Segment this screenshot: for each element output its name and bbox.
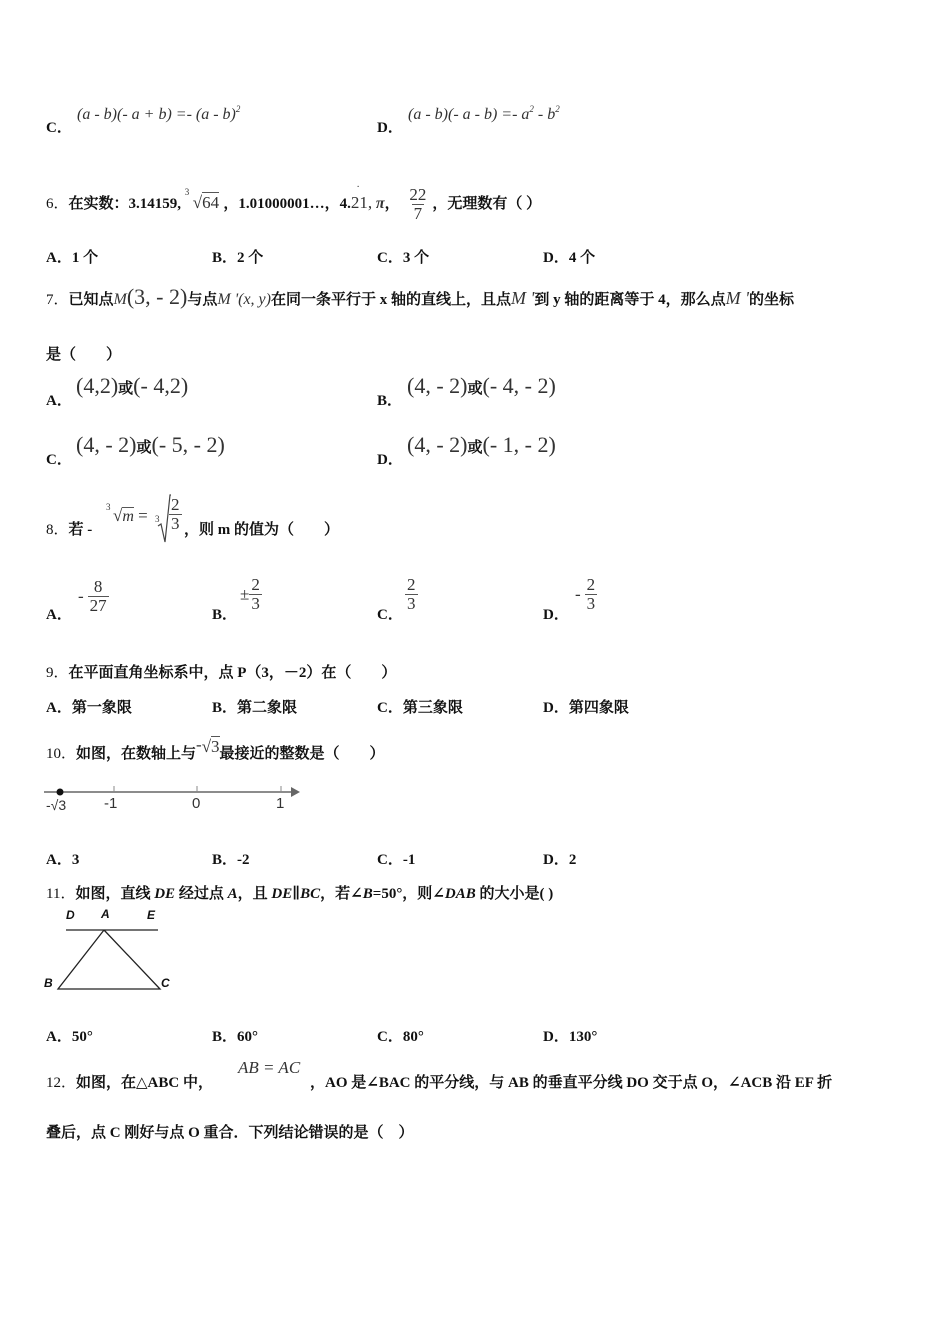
question-number: 8．: [46, 522, 69, 538]
axis-label-0: 0: [192, 795, 201, 812]
repeating-decimal: . 21: [350, 178, 368, 212]
q12-equation: AB = AC: [238, 1058, 301, 1077]
q11-option-b: B．60°: [212, 1029, 259, 1045]
q12-question-line1-tail: ，AO 是∠BAC 的平分线，与 AB 的垂直平分线 DO 交于点 O，∠ACB 沿 EF 折: [310, 1075, 833, 1091]
q8-question: 8．若 -: [46, 522, 93, 538]
q6-option-c: C．3 个: [377, 250, 430, 266]
q5-option-c-label: C．: [46, 120, 72, 136]
q7-question-line2: 是（ ）: [46, 347, 122, 363]
axis-label-1: 1: [276, 795, 285, 812]
q6-question: 6．在实数：3.14159, 3 √64 ，1.01000001…，4. . 21, π， $\frac{22}{7}$ ，无理数有（ ）: [46, 178, 542, 223]
axis-label-neg-sqrt3: -√3: [46, 797, 67, 813]
triangle-abc: [58, 930, 160, 989]
number-line-figure: [44, 780, 306, 820]
triangle-figure: [44, 906, 176, 998]
q10-option-a: A．3: [46, 852, 80, 868]
q9-question: 9．在平面直角坐标系中，点 P（3，－2）在（ ）: [46, 665, 397, 681]
question-number: 11．: [46, 886, 76, 902]
q8-option-a: - $\frac{8}{27}$: [78, 577, 107, 615]
q10-option-d: D．2: [543, 852, 577, 868]
q8-option-b-label: B．: [212, 607, 238, 623]
axis-arrow: [291, 787, 300, 797]
q6-option-b: B．2 个: [212, 250, 264, 266]
sqrt-3: √3: [201, 737, 220, 756]
cube-root-64: 3 √64: [184, 186, 220, 212]
fig-label-b: B: [44, 976, 53, 990]
q9-option-c: C．第三象限: [377, 700, 463, 716]
q8-option-a-label: A．: [46, 607, 72, 623]
q8-option-d: - $\frac{2}{3}$: [575, 575, 596, 613]
q8-option-c-label: C．: [377, 607, 403, 623]
question-number: 6．: [46, 195, 69, 212]
q7-option-d: (4, - 2)或(- 1, - 2): [407, 432, 556, 457]
q11-question: 11．如图，直线 DE 经过点 A，且 DE∥BC，若∠B=50°，则∠DAB 的大小是( ): [46, 886, 554, 902]
question-number: 7．: [46, 292, 69, 308]
q6-option-d: D．4 个: [543, 250, 596, 266]
pi-symbol: π: [375, 194, 385, 212]
point-neg-sqrt3: [57, 789, 64, 796]
question-number: 12．: [46, 1075, 77, 1091]
q5-option-c-expression: (a - b)(- a + b) =- (a - b)$^2$: [77, 104, 241, 123]
axis-label-neg1: -1: [104, 795, 118, 812]
fraction-22-7: $\frac{22}{7}$: [409, 185, 427, 223]
q11-option-d: D．130°: [543, 1029, 598, 1045]
q8-option-b: ± $\frac{2}{3}$: [240, 575, 260, 613]
q12-question-line2: 叠后，点 C 刚好与点 O 重合．下列结论错误的是（ ）: [46, 1125, 414, 1141]
q8-cube-root-m: 3 √m =: [106, 502, 148, 525]
q12-question-line1: 12．如图，在△ABC 中，: [46, 1075, 213, 1091]
q6-option-a: A．1 个: [46, 250, 99, 266]
q8-question-tail: ，则 m 的值为（ ）: [184, 522, 339, 538]
q5-option-d-label: D．: [377, 120, 403, 136]
q8-option-c: $\frac{2}{3}$: [407, 575, 416, 613]
q5-option-d-expression: (a - b)(- $a - b) =- a^2 - b^2$: [408, 104, 560, 123]
q9-option-a: A．第一象限: [46, 700, 132, 716]
fig-label-e: E: [147, 908, 156, 922]
q7-option-b: (4, - 2)或(- 4, - 2): [407, 373, 556, 398]
q8-option-d-label: D．: [543, 607, 569, 623]
q7-option-a: (4,2)或(- 4,2): [76, 373, 189, 398]
fig-label-a: A: [101, 907, 110, 921]
q10-option-c: C．-1: [377, 852, 416, 868]
q11-option-c: C．80°: [377, 1029, 424, 1045]
q7-question-line1: 7．已知点M(3, - 2)与点M '(x, y)在同一条平行于 x 轴的直线上，且点M '到 y 轴的距离等于 4，那么点M '的坐标: [46, 284, 794, 309]
fig-label-d: D: [66, 908, 75, 922]
question-number: 9．: [46, 665, 69, 681]
question-number: 10．: [46, 746, 77, 762]
q7-option-a-label: A．: [46, 393, 72, 409]
q9-option-b: B．第二象限: [212, 700, 298, 716]
q7-option-b-label: B．: [377, 393, 403, 409]
q11-option-a: A．50°: [46, 1029, 93, 1045]
q10-option-b: B．-2: [212, 852, 250, 868]
q7-option-c-label: C．: [46, 452, 72, 468]
q10-question: 10．如图，在数轴上与-√3最接近的整数是（ ）: [46, 735, 385, 762]
fig-label-c: C: [161, 976, 170, 990]
q9-option-d: D．第四象限: [543, 700, 629, 716]
q7-option-d-label: D．: [377, 452, 403, 468]
q7-option-c: (4, - 2)或(- 5, - 2): [76, 432, 225, 457]
